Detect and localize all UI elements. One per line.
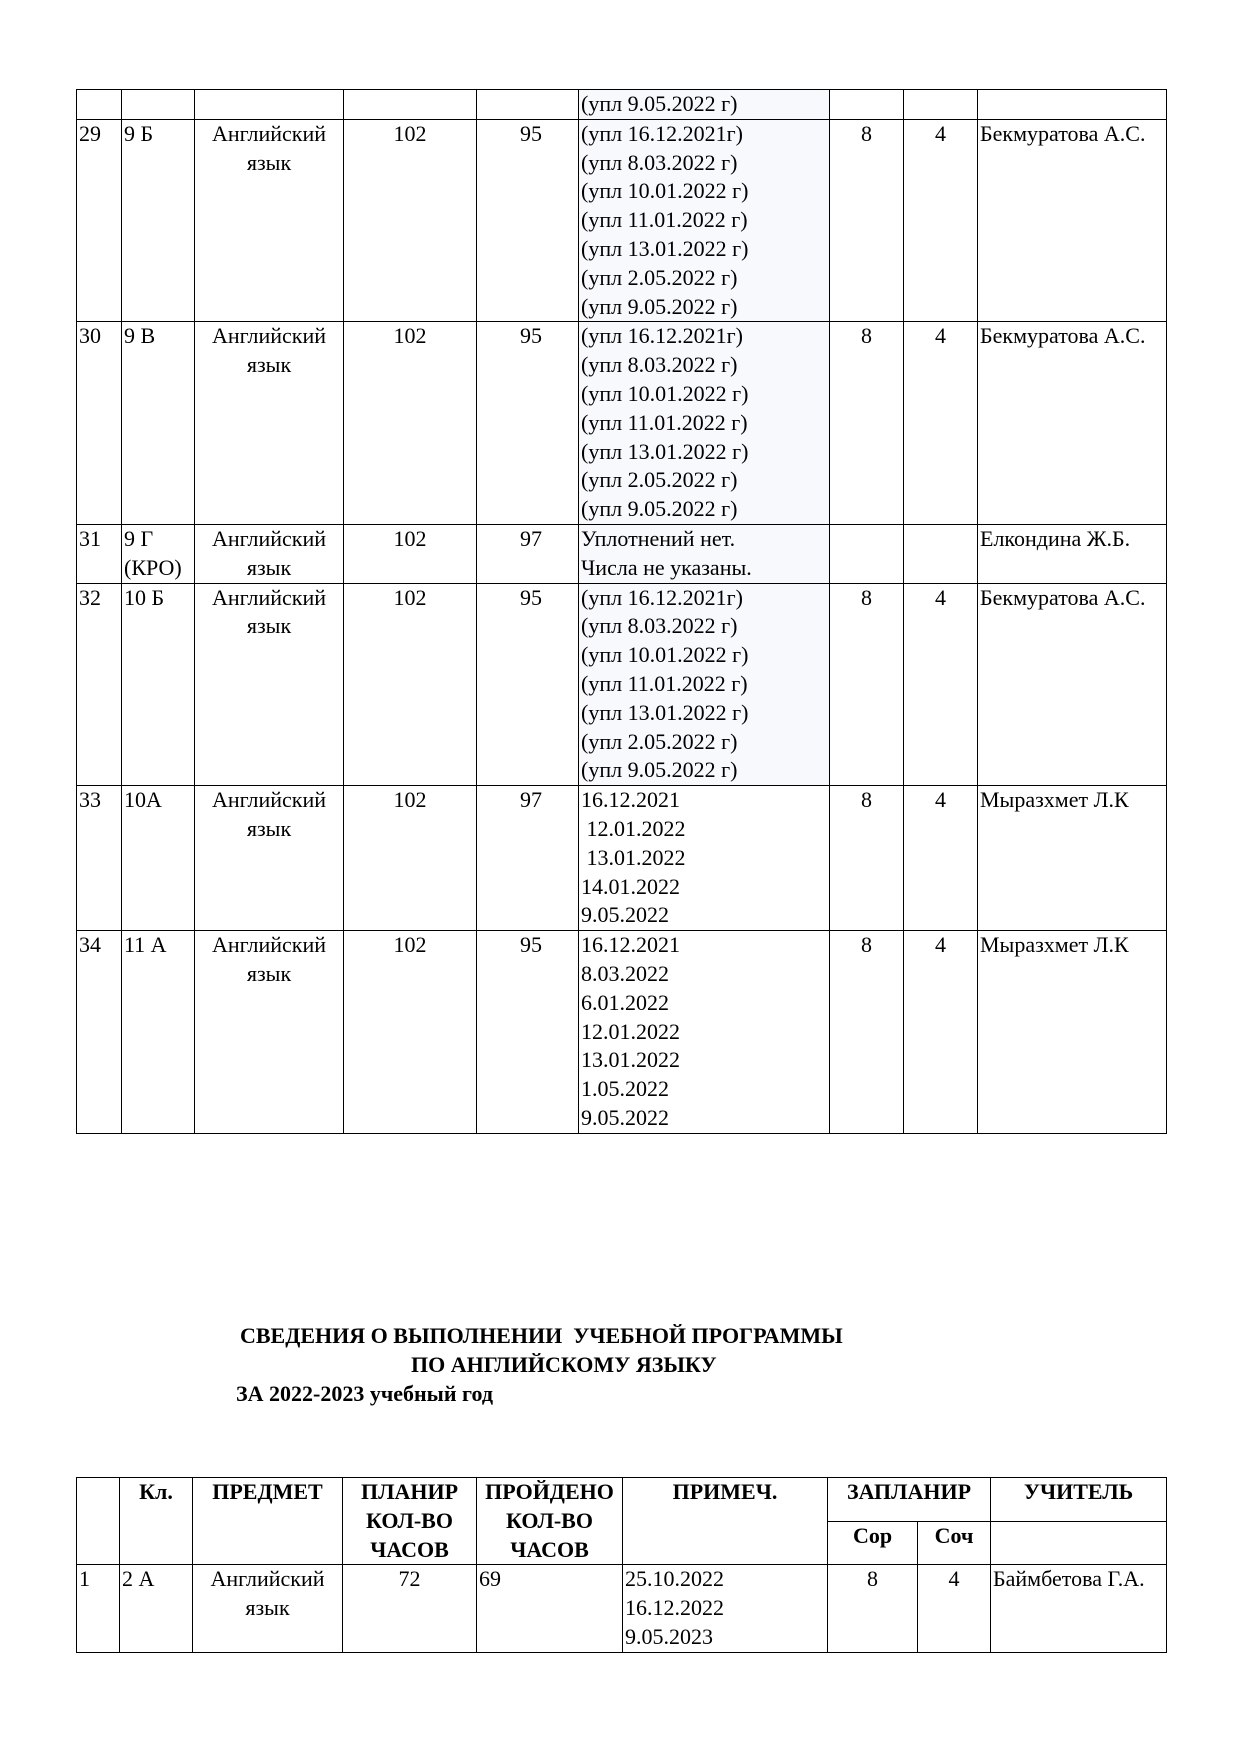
header-teacher: УЧИТЕЛЬ bbox=[991, 1478, 1167, 1522]
curriculum-table-2022-2023 bbox=[76, 1477, 1167, 1653]
row-number: 34 bbox=[77, 931, 122, 1134]
completed-hours: 95 bbox=[477, 119, 579, 322]
completed-hours: 69 bbox=[477, 1565, 623, 1652]
class-cell: 11 А bbox=[122, 931, 195, 1134]
table-row bbox=[77, 786, 1167, 931]
subject-cell: Английский язык bbox=[193, 1565, 343, 1652]
teacher-cell: Бекмуратова А.С. bbox=[978, 322, 1167, 525]
header-completed-hours: ПРОЙДЕНО КОЛ-ВО ЧАСОВ bbox=[477, 1478, 623, 1565]
header-num bbox=[77, 1478, 120, 1565]
row-number: 32 bbox=[77, 583, 122, 786]
soch-count: 4 bbox=[904, 786, 978, 931]
teacher-cell: Мыразхмет Л.К bbox=[978, 931, 1167, 1134]
table-row bbox=[77, 322, 1167, 525]
notes-cell: Уплотнений нет. Числа не указаны. bbox=[579, 524, 830, 583]
planned-hours: 102 bbox=[344, 583, 477, 786]
class-cell: 9 Б bbox=[122, 119, 195, 322]
row-number: 33 bbox=[77, 786, 122, 931]
subject-cell: Английский язык bbox=[195, 583, 344, 786]
notes-cell: (упл 16.12.2021г) (упл 8.03.2022 г) (упл 10.01.2022 г) (упл 11.01.2022 г) (упл 13.01.2022 г) (упл 2.05.2022 г) (упл 9.05.2022 г) bbox=[579, 583, 830, 786]
header-soch: Соч bbox=[918, 1521, 991, 1565]
table-row bbox=[77, 583, 1167, 786]
row-number: 31 bbox=[77, 524, 122, 583]
table-header-row bbox=[77, 1478, 1167, 1522]
notes-cell: (упл 16.12.2021г) (упл 8.03.2022 г) (упл 10.01.2022 г) (упл 11.01.2022 г) (упл 13.01.2022 г) (упл 2.05.2022 г) (упл 9.05.2022 г) bbox=[579, 119, 830, 322]
soch-count bbox=[904, 524, 978, 583]
notes-cell: (упл 9.05.2022 г) bbox=[579, 90, 830, 120]
table-row bbox=[77, 524, 1167, 583]
table-row bbox=[77, 90, 1167, 120]
sor-count: 8 bbox=[830, 786, 904, 931]
report-heading-line2: ПО АНГЛИЙСКОМУ ЯЗЫКУ bbox=[411, 1352, 717, 1377]
report-heading-line3: ЗА 2022-2023 учебный год bbox=[236, 1381, 493, 1406]
sor-count: 8 bbox=[830, 583, 904, 786]
planned-hours: 102 bbox=[344, 786, 477, 931]
teacher-cell: Баймбетова Г.А. bbox=[991, 1565, 1167, 1652]
sor-count bbox=[830, 524, 904, 583]
teacher-cell: Бекмуратова А.С. bbox=[978, 119, 1167, 322]
planned-hours: 102 bbox=[344, 931, 477, 1134]
teacher-cell: Мыразхмет Л.К bbox=[978, 786, 1167, 931]
curriculum-table-previous bbox=[76, 89, 1167, 1134]
row-number: 29 bbox=[77, 119, 122, 322]
sor-count: 8 bbox=[828, 1565, 918, 1652]
planned-hours: 72 bbox=[343, 1565, 477, 1652]
table-row bbox=[77, 119, 1167, 322]
subject-cell: Английский язык bbox=[195, 322, 344, 525]
row-number: 30 bbox=[77, 322, 122, 525]
planned-hours: 102 bbox=[344, 524, 477, 583]
subject-cell: Английский язык bbox=[195, 524, 344, 583]
class-cell: 9 Г (КРО) bbox=[122, 524, 195, 583]
table-row bbox=[77, 1565, 1167, 1652]
row-number: 1 bbox=[77, 1565, 120, 1652]
soch-count: 4 bbox=[904, 322, 978, 525]
subject-cell: Английский язык bbox=[195, 119, 344, 322]
notes-cell: (упл 16.12.2021г) (упл 8.03.2022 г) (упл 10.01.2022 г) (упл 11.01.2022 г) (упл 13.01.2022 г) (упл 2.05.2022 г) (упл 9.05.2022 г) bbox=[579, 322, 830, 525]
sor-count: 8 bbox=[830, 119, 904, 322]
header-sor: Сор bbox=[828, 1521, 918, 1565]
soch-count: 4 bbox=[918, 1565, 991, 1652]
completed-hours: 95 bbox=[477, 322, 579, 525]
completed-hours: 95 bbox=[477, 583, 579, 786]
soch-count: 4 bbox=[904, 931, 978, 1134]
sor-count: 8 bbox=[830, 322, 904, 525]
header-planned: ЗАПЛАНИР bbox=[828, 1478, 991, 1522]
header-notes: ПРИМЕЧ. bbox=[623, 1478, 828, 1565]
table-row bbox=[77, 931, 1167, 1134]
class-cell: 9 В bbox=[122, 322, 195, 525]
sor-count: 8 bbox=[830, 931, 904, 1134]
class-cell: 2 А bbox=[120, 1565, 193, 1652]
report-heading-line1: СВЕДЕНИЯ О ВЫПОЛНЕНИИ УЧЕБНОЙ ПРОГРАММЫ bbox=[240, 1323, 843, 1348]
soch-count: 4 bbox=[904, 119, 978, 322]
notes-cell: 16.12.2021 12.01.2022 13.01.2022 14.01.2022 9.05.2022 bbox=[579, 786, 830, 931]
class-cell: 10 Б bbox=[122, 583, 195, 786]
soch-count: 4 bbox=[904, 583, 978, 786]
header-class: Кл. bbox=[120, 1478, 193, 1565]
notes-cell: 25.10.2022 16.12.2022 9.05.2023 bbox=[623, 1565, 828, 1652]
header-subject: ПРЕДМЕТ bbox=[193, 1478, 343, 1565]
teacher-cell: Елкондина Ж.Б. bbox=[978, 524, 1167, 583]
teacher-cell: Бекмуратова А.С. bbox=[978, 583, 1167, 786]
completed-hours: 97 bbox=[477, 524, 579, 583]
class-cell: 10А bbox=[122, 786, 195, 931]
subject-cell: Английский язык bbox=[195, 786, 344, 931]
planned-hours: 102 bbox=[344, 119, 477, 322]
header-planned-hours: ПЛАНИР КОЛ-ВО ЧАСОВ bbox=[343, 1478, 477, 1565]
completed-hours: 95 bbox=[477, 931, 579, 1134]
completed-hours: 97 bbox=[477, 786, 579, 931]
subject-cell: Английский язык bbox=[195, 931, 344, 1134]
notes-cell: 16.12.2021 8.03.2022 6.01.2022 12.01.2022 13.01.2022 1.05.2022 9.05.2022 bbox=[579, 931, 830, 1134]
planned-hours: 102 bbox=[344, 322, 477, 525]
